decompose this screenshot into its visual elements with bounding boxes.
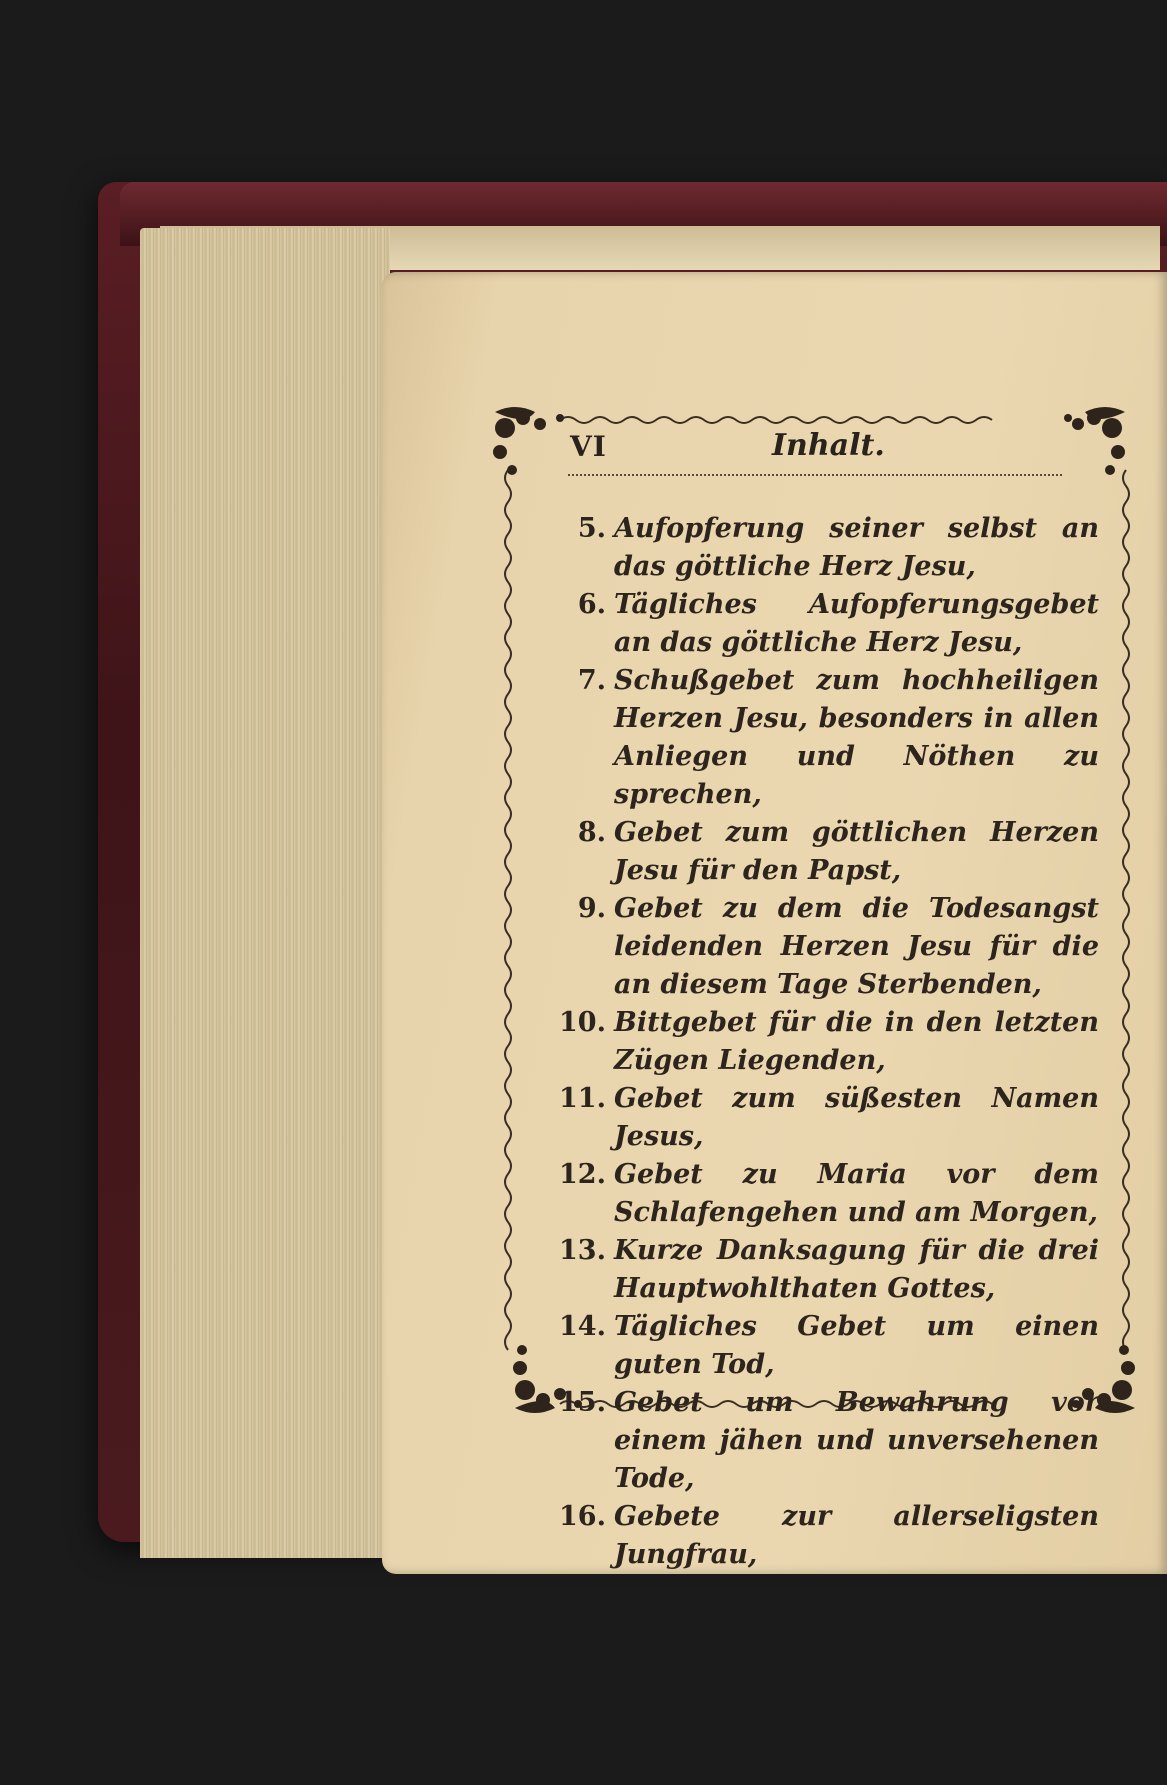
table-of-contents [544, 510, 1099, 1574]
toc-entry [544, 1232, 1099, 1308]
entry-text: Tägliches Gebet um einen guten Tod, [614, 1311, 1099, 1380]
entry-number: 6. [577, 589, 606, 620]
entry-number: 16. [559, 1501, 606, 1532]
entry-number: 8. [577, 817, 606, 848]
toc-entry [544, 1004, 1099, 1080]
entry-number: 11. [559, 1083, 606, 1114]
page-number: VI [570, 430, 607, 463]
entry-text: Gebet zum göttlichen Herzen Jesu für den Papst, [614, 817, 1099, 886]
entry-text: Tägliches Aufopferungsgebet an das göttliche Herz Jesu, [614, 589, 1099, 658]
toc-entry [544, 1498, 1099, 1574]
entry-number: 12. [559, 1159, 606, 1190]
toc-entry [544, 1308, 1099, 1384]
corner-ornament-top-left [493, 407, 564, 475]
corner-ornament-top-right [1064, 407, 1125, 475]
toc-entry [544, 814, 1099, 890]
entry-text: Gebet zu dem die Todesangst leidenden Herzen Jesu für die an diesem Tage Sterbenden, [614, 893, 1099, 1000]
entry-text: Bittgebet für die in den letzten Zügen Liegenden, [614, 1007, 1099, 1076]
entry-text: Gebete zur allerseligsten Jungfrau, [614, 1501, 1099, 1570]
entry-number: 10. [559, 1007, 606, 1038]
header-dotted-rule [568, 474, 1062, 476]
toc-entry [544, 1080, 1099, 1156]
toc-entry [544, 890, 1099, 1004]
right-wavy-border [1123, 470, 1129, 1350]
entry-number: 9. [577, 893, 606, 924]
entry-text: Gebet zum süßesten Namen Jesus, [614, 1083, 1099, 1152]
entry-text: Kurze Danksagung für die drei Hauptwohlthaten Gottes, [614, 1235, 1099, 1304]
entry-text: Schußgebet zum hochheiligen Herzen Jesu, besonders in allen Anliegen und Nöthen zu sprechen, [614, 665, 1099, 810]
entry-number: 5. [577, 513, 606, 544]
page-title: Inhalt. [772, 428, 885, 463]
toc-entry [544, 1384, 1099, 1498]
toc-entry [544, 1156, 1099, 1232]
toc-entry [544, 510, 1099, 586]
top-wavy-border [560, 417, 992, 423]
entry-number: 7. [577, 665, 606, 696]
entry-text: Aufopferung seiner selbst an das göttliche Herz Jesu, [614, 513, 1099, 582]
entry-number: 14. [559, 1311, 606, 1342]
entry-text: Gebet zu Maria vor dem Schlafengehen und am Morgen, [614, 1159, 1099, 1228]
toc-entry [544, 586, 1099, 662]
entry-number: 15. [559, 1387, 606, 1418]
toc-entry [544, 662, 1099, 814]
entry-text: Gebet um Bewahrung vor einem jähen und unversehenen Tode, [614, 1387, 1099, 1494]
running-header [570, 428, 1070, 468]
entry-number: 13. [559, 1235, 606, 1266]
left-wavy-border [505, 470, 511, 1350]
